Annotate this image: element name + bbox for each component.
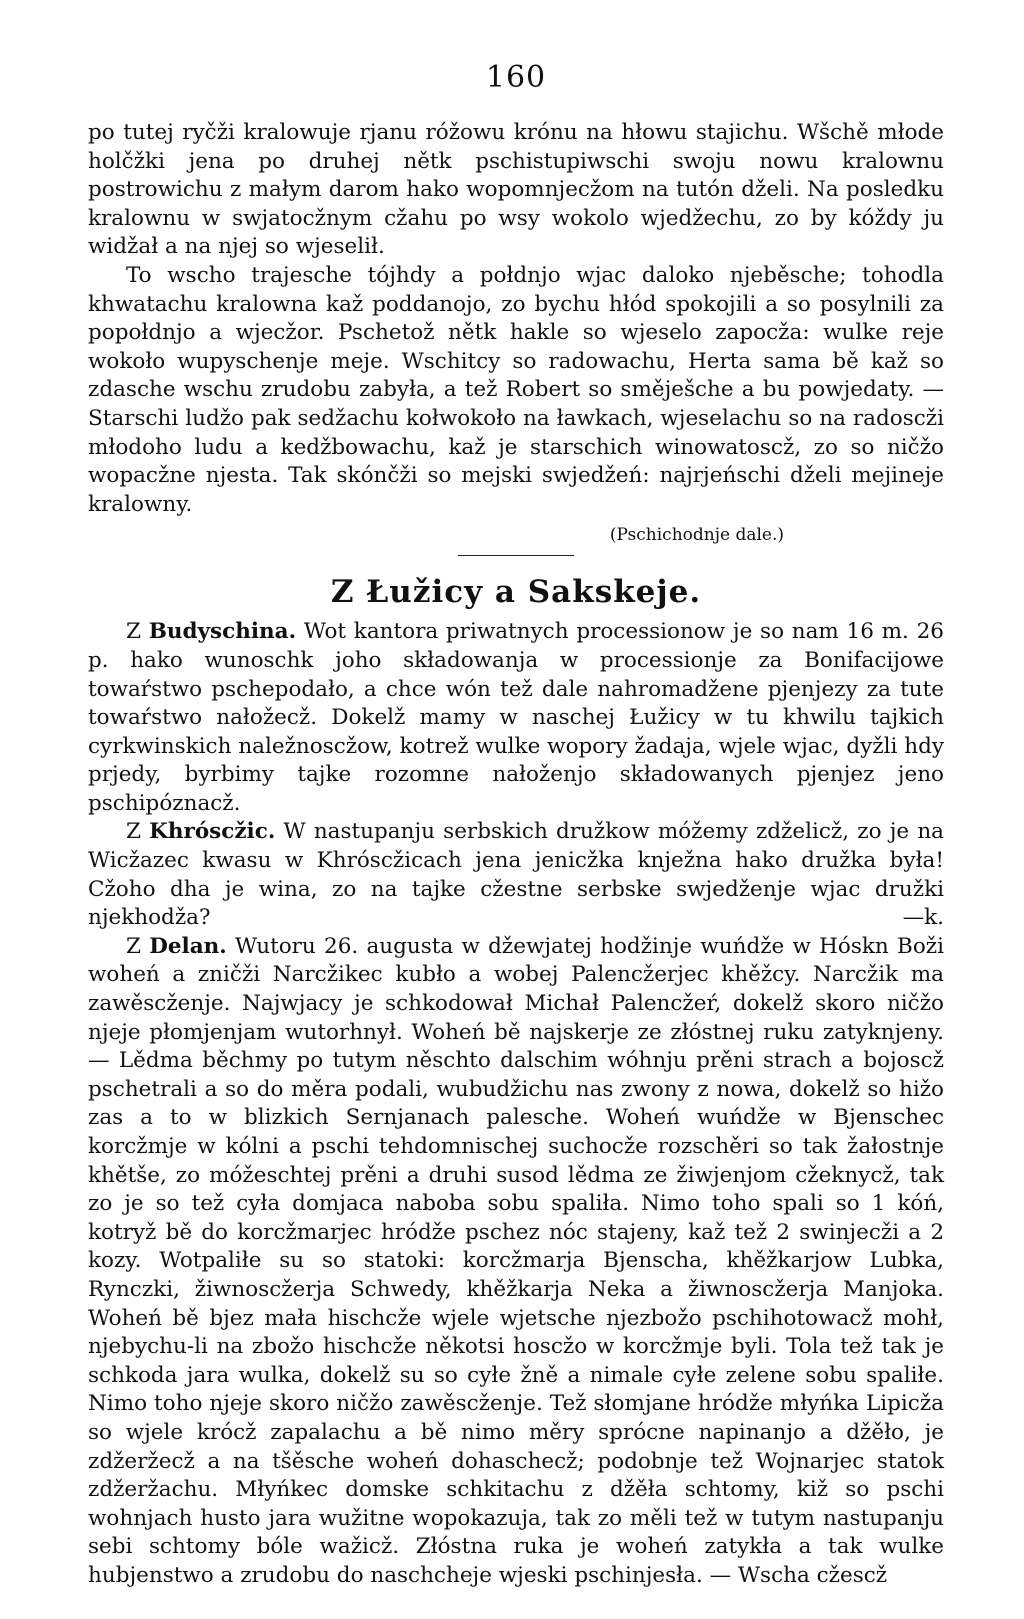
festival-paragraph-1: po tutej ryčži kralowuje rjanu róžowu krónu na hłowu stajichu. Wšchě młode holčžki jena po druhej nětk pschistupiwschi swoju nowu kralownu postrowichu z małym darom hako wopomnjecžom na tutón dželi. Na posledku kralownu w swjatocžnym cžahu po wsy wokolo wjedžechu, zo by kóždy ju widžał a na njej so wjeselił. bbox=[88, 120, 944, 260]
news-item-budyschin bbox=[88, 618, 944, 818]
news-item-delan bbox=[88, 933, 944, 1591]
news-lead: Z bbox=[126, 933, 141, 959]
news-lead: Z bbox=[126, 619, 141, 645]
news-place: Delan. bbox=[149, 933, 227, 959]
news-lead: Z bbox=[126, 819, 141, 845]
section-heading: Z Łužicy a Sakskeje. bbox=[330, 574, 702, 611]
news-place: Khróscžic. bbox=[149, 819, 276, 845]
news-text: Wutoru 26. augusta w džewjatej hodžinje wuńdže w Hóskn Boži woheń a zničži Narcžikec kubło a wobej Palencžerjec khěžcy. Narcžik ma zawěscženje. Najwjacy je schkodował Michał Palencžeŕ, dokelž skoro ničžo njeje płomjenjam wutorhnył. Woheń bě najskerje ze złóstnej ruku zatyknjeny. — Lědma běchmy po tutym něschto dalschim wóhnju prěni strach a bojoscž pschetrali a so do měra podali, wubudžichu nas zwony z nowa, dokelž so hižo zas a to w blizkich Sernjanach palesche. Woheń wuńdže w Bjenschec korcžmje w kólni a pschi tehdomnischej suchocže rozschěri so tak žałostnje khětše, zo móžeschtej prěni a druhi susod lědma ze žiwjenjom cžeknycž, tak zo je so tež cyła domjaca naboba sobu spaliła. Nimo toho spali so 1 kóń, kotryž bě do korcžmarjec hródže pschez nóc stajeny, kaž tež 2 swinjecži a 2 kozy. Wotpaliłe su so statoki: korcžmarja Bjenscha, khěžkarjow Lubka, Rynczki, žiwnoscžerja Schwedy, khěžkarja Neka a žiwnoscžerja Manjoka. Woheń bě bjez mała hischcže wjele wjetsche njezbožo pschihotowacž mohł, njebychu-li na zbožo hischcže někotsi hoscžo w korcžmje byli. Tola tež tak je schkoda jara wulka, dokelž su so cyłe žně a nimale cyłe zelene sobu spaliłe. Nimo toho njeje skoro ničžo zawěscženje. Tež słomjane hródže młyńka Lipicža so wjele krócž zapalachu a bě nimo měry sprócne napinanjo a džěło, je zdžeržecž a na tšěsche woheń dohaschecž; podobnje tež Wojnarjec statok zdžeržachu. Młyńkec domske schkitachu z džěła schtomy, kiž so pschi wohnjach husto jara wužitne wopokazuja, tak zo měli tež w tutym nastupanju sebi schtomy bóle wažicž. Złóstna ruka je woheń zatykła a tak wulke hubjenstwo a zrudobu do naschcheje wjeski pschinjesła. — Wscha cžescž bbox=[88, 933, 944, 1588]
continued-note: (Pschichodnje dale.) bbox=[609, 525, 784, 546]
news-item-khroscic bbox=[88, 818, 944, 932]
section-divider bbox=[458, 555, 574, 556]
news-text: Wot kantora priwatnych processionow je so nam 16 m. 26 p. hako wunoschk joho składowanja w processionje za Bonifacijowe towaŕstwo pschepodało, a chce wón tež dale nahromadžene pjenjezy za tute towaŕstwo nałožecž. Dokelž mamy w naschej Łužicy w tu khwilu tajkich cyrkwinskich naležnoscžow, kotrež wulke wopory žadaja, wjele wjac, dyžli hdy prjedy, byrbimy tajke rozomne nałoženjo składowanych pjenjez jeno pschipóznacž. bbox=[88, 619, 944, 816]
festival-paragraph-2: To wscho trajesche tójhdy a połdnjo wjac daloko njeběsche; tohodla khwatachu kralowna kaž poddanojo, zo bychu hłód spokojili a so posylnili za popołdnjo a wjecžor. Pschetož nětk hakle so wjeselo zapocža: wulke reje wokoło wupyschenje meje. Wschitcy so radowachu, Herta sama bě kaž so zdasche wschu zrudobu zabyła, a tež Robert so směješche a bu powjedaty. — Starschi ludžo pak sedžachu kołwokoło na ławkach, wjeselachu so na radoscži młodoho ludu a kedžbowachu, kaž je starschich winowatoscž, zo so ničžo wopacžne njesta. Tak skónčži so mejski swjedžeń: najrjeńschi dželi mejineje kralowny. bbox=[88, 262, 944, 517]
news-signature: —k. bbox=[902, 905, 944, 931]
page-number: 160 bbox=[485, 60, 547, 95]
news-text: W nastupanju serbskich družkow móžemy zdželicž, zo je na Wicžazec kwasu w Khróscžicach jena jenicžka knježna hako družka była! Cžoho dha je wina, zo na tajke cžestne serbske swjedženje wjac družki njekhodža? bbox=[88, 819, 944, 931]
news-place: Budyschina. bbox=[148, 619, 297, 645]
page bbox=[88, 60, 944, 1591]
